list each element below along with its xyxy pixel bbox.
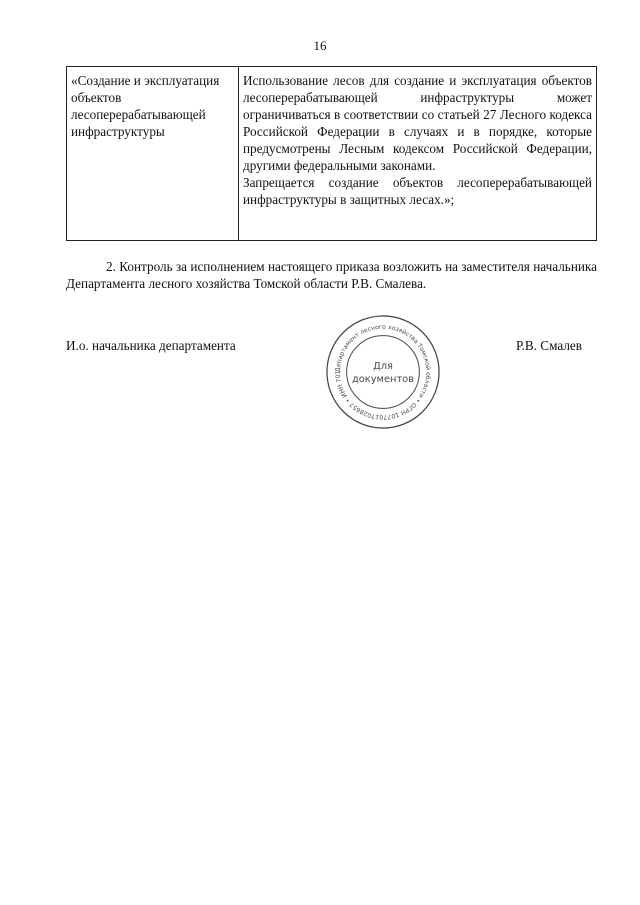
activity-type-cell: «Создание и эксплуатация объектов лесоперерабатывающей инфраструктуры [67, 67, 239, 241]
restriction-paragraph: Использование лесов для создание и эксплуатация объектов лесоперерабатывающей инфраструктуры может ограничиваться в соответствии со статьей 27 Лесного кодекса Российской Федерации в случаях и в порядке, которые предусмотрены Лесным кодексом Российской Федерации, другими федеральными законами. [243, 73, 592, 173]
seal-center-text-1: Для [373, 361, 393, 373]
restriction-text-cell [239, 67, 597, 241]
amendment-table [66, 66, 597, 241]
official-seal-stamp [324, 313, 442, 431]
table-row [67, 67, 597, 241]
page-number: 16 [313, 38, 327, 53]
seal-ring-text: Департамент лесного хозяйства Томской области • ОГРН 1077017028657 • ИНН 701 [334, 323, 432, 421]
signer-name: Р.В. Смалев [515, 338, 582, 353]
prohibition-paragraph: Запрещается создание объектов лесоперерабатывающей инфраструктуры в защитных лесах.»; [243, 175, 592, 207]
clause-2-text: 2. Контроль за исполнением настоящего приказа возложить на заместителя начальника Департамента лесного хозяйства Томской области Р.В. Смалева. [66, 259, 597, 291]
seal-center-text-2: документов [352, 373, 414, 385]
signer-title: И.о. начальника департамента [66, 338, 236, 353]
